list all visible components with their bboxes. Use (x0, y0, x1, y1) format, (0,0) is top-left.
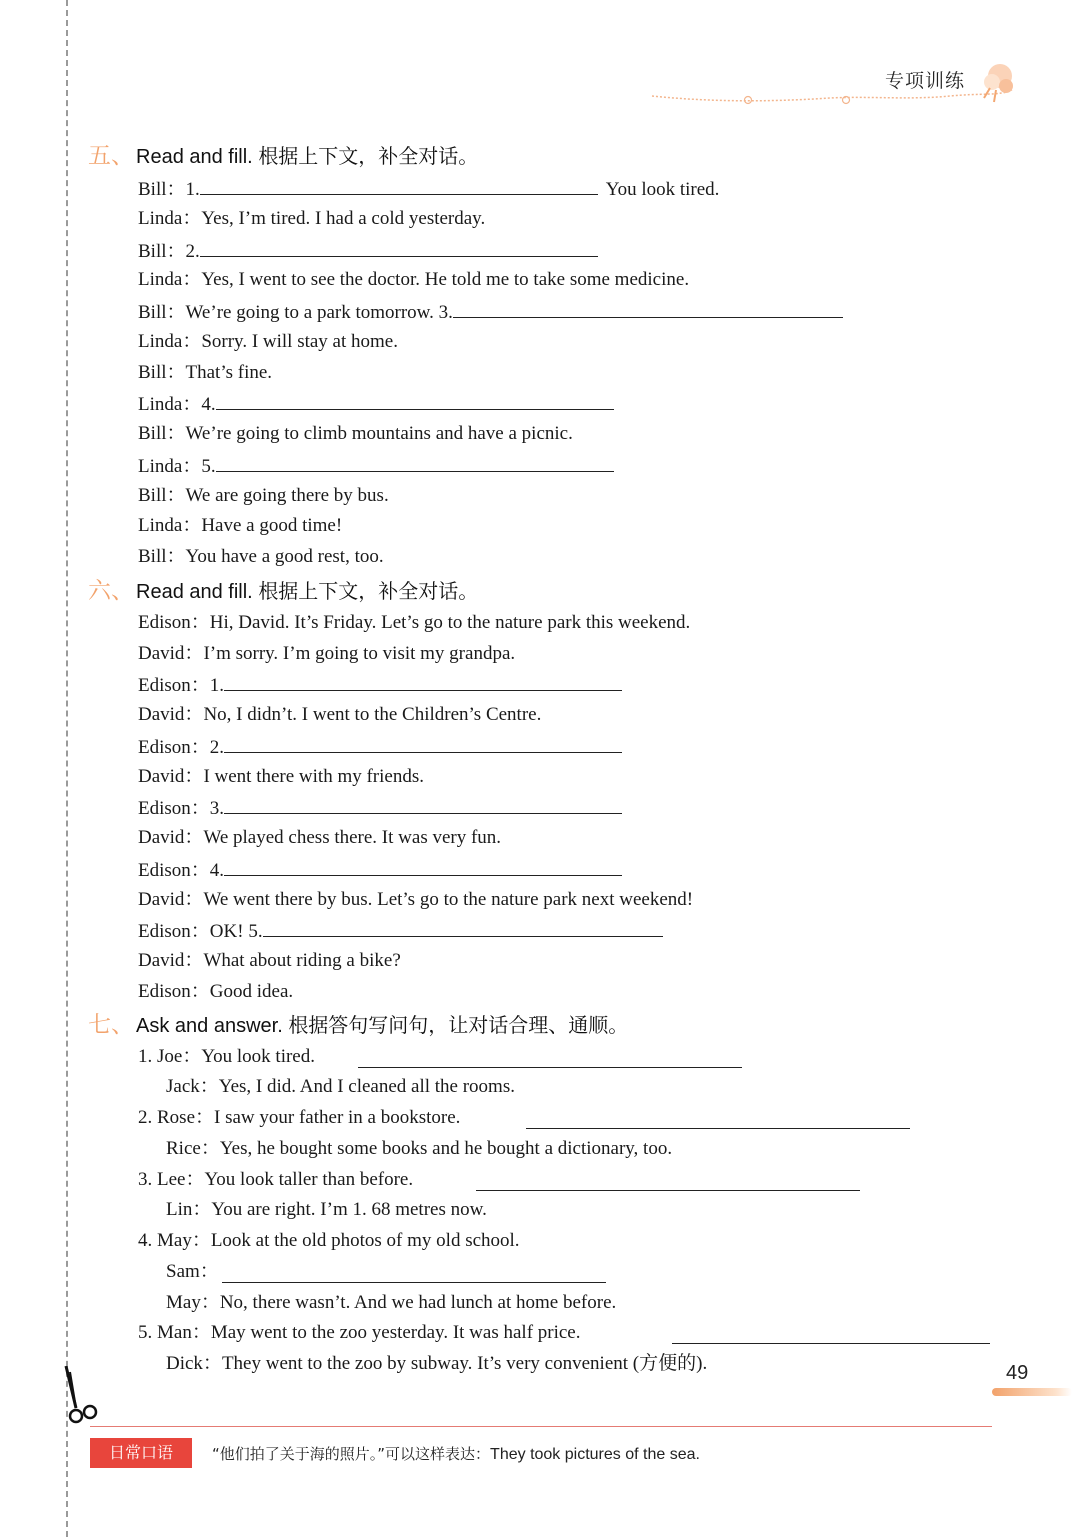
line-text: You have a good rest, too. (185, 546, 384, 567)
line-text: Have a good time! (201, 515, 343, 536)
line-text: Good idea. (209, 981, 294, 1002)
line-text: We’re going to a park tomorrow. (185, 302, 434, 323)
dialogue-line (138, 1041, 315, 1072)
speaker: Rice： (166, 1138, 220, 1159)
section-title-en: Ask and answer. (136, 1015, 283, 1037)
dialogue-line (138, 761, 424, 792)
dialogue-line (138, 914, 663, 945)
line-text: OK! (209, 921, 244, 942)
line-text: Yes, I did. And I cleaned all the rooms. (218, 1076, 515, 1097)
blank-number: 4. (209, 860, 225, 881)
line-text: They went to the zoo by subway. It’s very convenient (方便的). (221, 1353, 708, 1374)
blank-number: 3. (209, 798, 225, 819)
page-number-bar (992, 1388, 1072, 1396)
tip-en: They took pictures of the sea. (490, 1446, 700, 1463)
line-text: I went there with my friends. (203, 766, 424, 787)
answer-blank[interactable] (216, 387, 614, 410)
speaker: Edison： (138, 921, 210, 942)
section-seven-title (88, 1010, 628, 1040)
answer-blank[interactable] (224, 730, 622, 753)
line-text: You look tired. (605, 179, 720, 200)
cut-line (66, 0, 68, 1537)
dialogue-line (138, 884, 693, 915)
answer-blank[interactable] (224, 853, 622, 876)
speaker: May： (166, 1292, 220, 1313)
dialogue-line (138, 1164, 413, 1195)
speaker: Joe： (157, 1046, 202, 1067)
speaker: Linda： (138, 515, 202, 536)
blank-number: 1. (209, 675, 225, 696)
section-title-en: Read and fill. (136, 146, 253, 168)
line-text: Look at the old photos of my old school. (210, 1230, 520, 1251)
speaker: Lin： (166, 1199, 212, 1220)
section-number: 七、 (88, 1012, 134, 1038)
dialogue-line (138, 418, 573, 449)
line-text: We went there by bus. Let’s go to the nature park next weekend! (203, 889, 694, 910)
answer-blank[interactable] (200, 234, 598, 257)
dialogue-line (138, 172, 719, 203)
section-five-title (88, 141, 478, 171)
speaker: May： (157, 1230, 211, 1251)
line-text: We’re going to climb mountains and have a picnic. (185, 423, 573, 444)
dialogue-line (138, 449, 614, 480)
dialogue-line (138, 1225, 520, 1256)
dialogue-line (138, 264, 689, 295)
answer-blank[interactable] (672, 1321, 990, 1344)
section-number: 五、 (88, 143, 134, 169)
speaker: Rose： (157, 1107, 215, 1128)
dialogue-line (138, 607, 690, 638)
dialogue-line (138, 295, 843, 326)
dialogue-line (138, 234, 598, 265)
answer-blank[interactable] (200, 172, 598, 195)
speaker: David： (138, 766, 204, 787)
answer-blank[interactable] (526, 1106, 910, 1129)
line-text: You are right. I’m 1. 68 metres now. (211, 1199, 487, 1220)
dialogue-line (138, 480, 389, 511)
item-number: 2. (138, 1107, 153, 1128)
footer-divider (90, 1426, 992, 1427)
dialogue-line (138, 791, 622, 822)
dialogue-line (138, 668, 622, 699)
speaker: Bill： (138, 302, 186, 323)
blank-number: 3. (438, 302, 453, 323)
speaker: David： (138, 827, 204, 848)
answer-blank[interactable] (476, 1168, 860, 1191)
dialogue-line (138, 853, 622, 884)
blank-number: 5. (248, 921, 263, 942)
answer-blank[interactable] (216, 449, 614, 472)
speaker: David： (138, 889, 204, 910)
flower-icon (984, 64, 1013, 102)
speaker: Jack： (166, 1076, 219, 1097)
line-text: No, I didn’t. I went to the Children’s Centre. (203, 704, 542, 725)
dialogue-line (138, 357, 272, 388)
speaker: David： (138, 950, 204, 971)
daily-phrase-tip (212, 1440, 700, 1468)
line-text: We played chess there. It was very fun. (203, 827, 502, 848)
line-text: We are going there by bus. (185, 485, 389, 506)
dialogue-line (166, 1133, 672, 1164)
blank-number: 4. (201, 394, 216, 415)
line-text: Hi, David. It’s Friday. Let’s go to the nature park this weekend. (209, 612, 691, 633)
line-text: That’s fine. (185, 362, 273, 383)
section-title-cn: 根据答句写问句，让对话合理、通顺。 (288, 1013, 629, 1037)
answer-blank[interactable] (222, 1260, 606, 1283)
blank-number: 2. (209, 737, 225, 758)
speaker: Bill： (138, 179, 186, 200)
dialogue-line (138, 541, 384, 572)
line-text: Yes, I went to see the doctor. He told me to take some medicine. (201, 269, 690, 290)
speaker: David： (138, 704, 204, 725)
speaker: Edison： (138, 860, 210, 881)
item-number: 1. (138, 1046, 153, 1067)
section-number: 六、 (88, 578, 134, 604)
line-text: You look tired. (201, 1046, 315, 1067)
speaker: Linda： (138, 456, 202, 477)
dialogue-line (138, 945, 401, 976)
line-text: Yes, I’m tired. I had a cold yesterday. (201, 208, 486, 229)
answer-blank[interactable] (358, 1045, 742, 1068)
answer-blank[interactable] (263, 914, 663, 937)
dialogue-line (138, 699, 541, 730)
dialogue-line (166, 1287, 616, 1318)
dialogue-line (138, 638, 515, 669)
speaker: Linda： (138, 269, 202, 290)
line-text: What about riding a bike? (203, 950, 401, 971)
scissors-icon (56, 1366, 102, 1428)
line-text: Sorry. I will stay at home. (201, 331, 398, 352)
dialogue-line (138, 326, 398, 357)
speaker: Bill： (138, 241, 186, 262)
speaker: Edison： (138, 612, 210, 633)
speaker: Linda： (138, 394, 202, 415)
daily-phrase-tag: 日常口语 (90, 1438, 192, 1468)
line-text: I saw your father in a bookstore. (214, 1107, 461, 1128)
speaker: Dick： (166, 1353, 222, 1374)
item-number: 3. (138, 1169, 153, 1190)
blank-number: 5. (201, 456, 216, 477)
dialogue-line (138, 1102, 460, 1133)
dialogue-line (138, 510, 342, 541)
speaker: Bill： (138, 485, 186, 506)
tip-cn: “他们拍了关于海的照片。”可以这样表达： (212, 1445, 491, 1463)
speaker: David： (138, 643, 204, 664)
item-number: 5. (138, 1322, 153, 1343)
section-title-cn: 根据上下文，补全对话。 (258, 579, 479, 603)
blank-number: 2. (185, 241, 200, 262)
speaker: Man： (157, 1322, 211, 1343)
dialogue-line (138, 730, 622, 761)
section-title-cn: 根据上下文，补全对话。 (258, 144, 479, 168)
dialogue-line (166, 1256, 219, 1287)
section-title-en: Read and fill. (136, 581, 253, 603)
dialogue-line (138, 976, 293, 1007)
speaker: Bill： (138, 546, 186, 567)
speaker: Linda： (138, 331, 202, 352)
dialogue-line (138, 387, 614, 418)
speaker: Bill： (138, 362, 186, 383)
dialogue-line (166, 1348, 707, 1379)
speaker: Bill： (138, 423, 186, 444)
speaker: Edison： (138, 737, 210, 758)
answer-blank[interactable] (224, 791, 622, 814)
dialogue-line (166, 1194, 487, 1225)
dialogue-line (138, 1317, 581, 1348)
speaker: Linda： (138, 208, 202, 229)
speaker: Edison： (138, 798, 210, 819)
header-title: 专项训练 (885, 70, 966, 92)
dialogue-line (138, 822, 501, 853)
speaker: Edison： (138, 675, 210, 696)
section-six-title (88, 576, 478, 606)
speaker: Sam： (166, 1261, 219, 1282)
blank-number: 1. (185, 179, 200, 200)
line-text: Yes, he bought some books and he bought a dictionary, too. (219, 1138, 673, 1159)
line-text: You look taller than before. (204, 1169, 414, 1190)
line-text: May went to the zoo yesterday. It was half price. (210, 1322, 581, 1343)
line-text: No, there wasn’t. And we had lunch at home before. (219, 1292, 617, 1313)
page-number: 49 (1006, 1362, 1029, 1384)
item-number: 4. (138, 1230, 153, 1251)
answer-blank[interactable] (224, 668, 622, 691)
line-text: I’m sorry. I’m going to visit my grandpa. (203, 643, 516, 664)
speaker: Edison： (138, 981, 210, 1002)
dialogue-line (138, 203, 485, 234)
answer-blank[interactable] (453, 295, 843, 318)
dialogue-line (166, 1071, 515, 1102)
speaker: Lee： (157, 1169, 205, 1190)
